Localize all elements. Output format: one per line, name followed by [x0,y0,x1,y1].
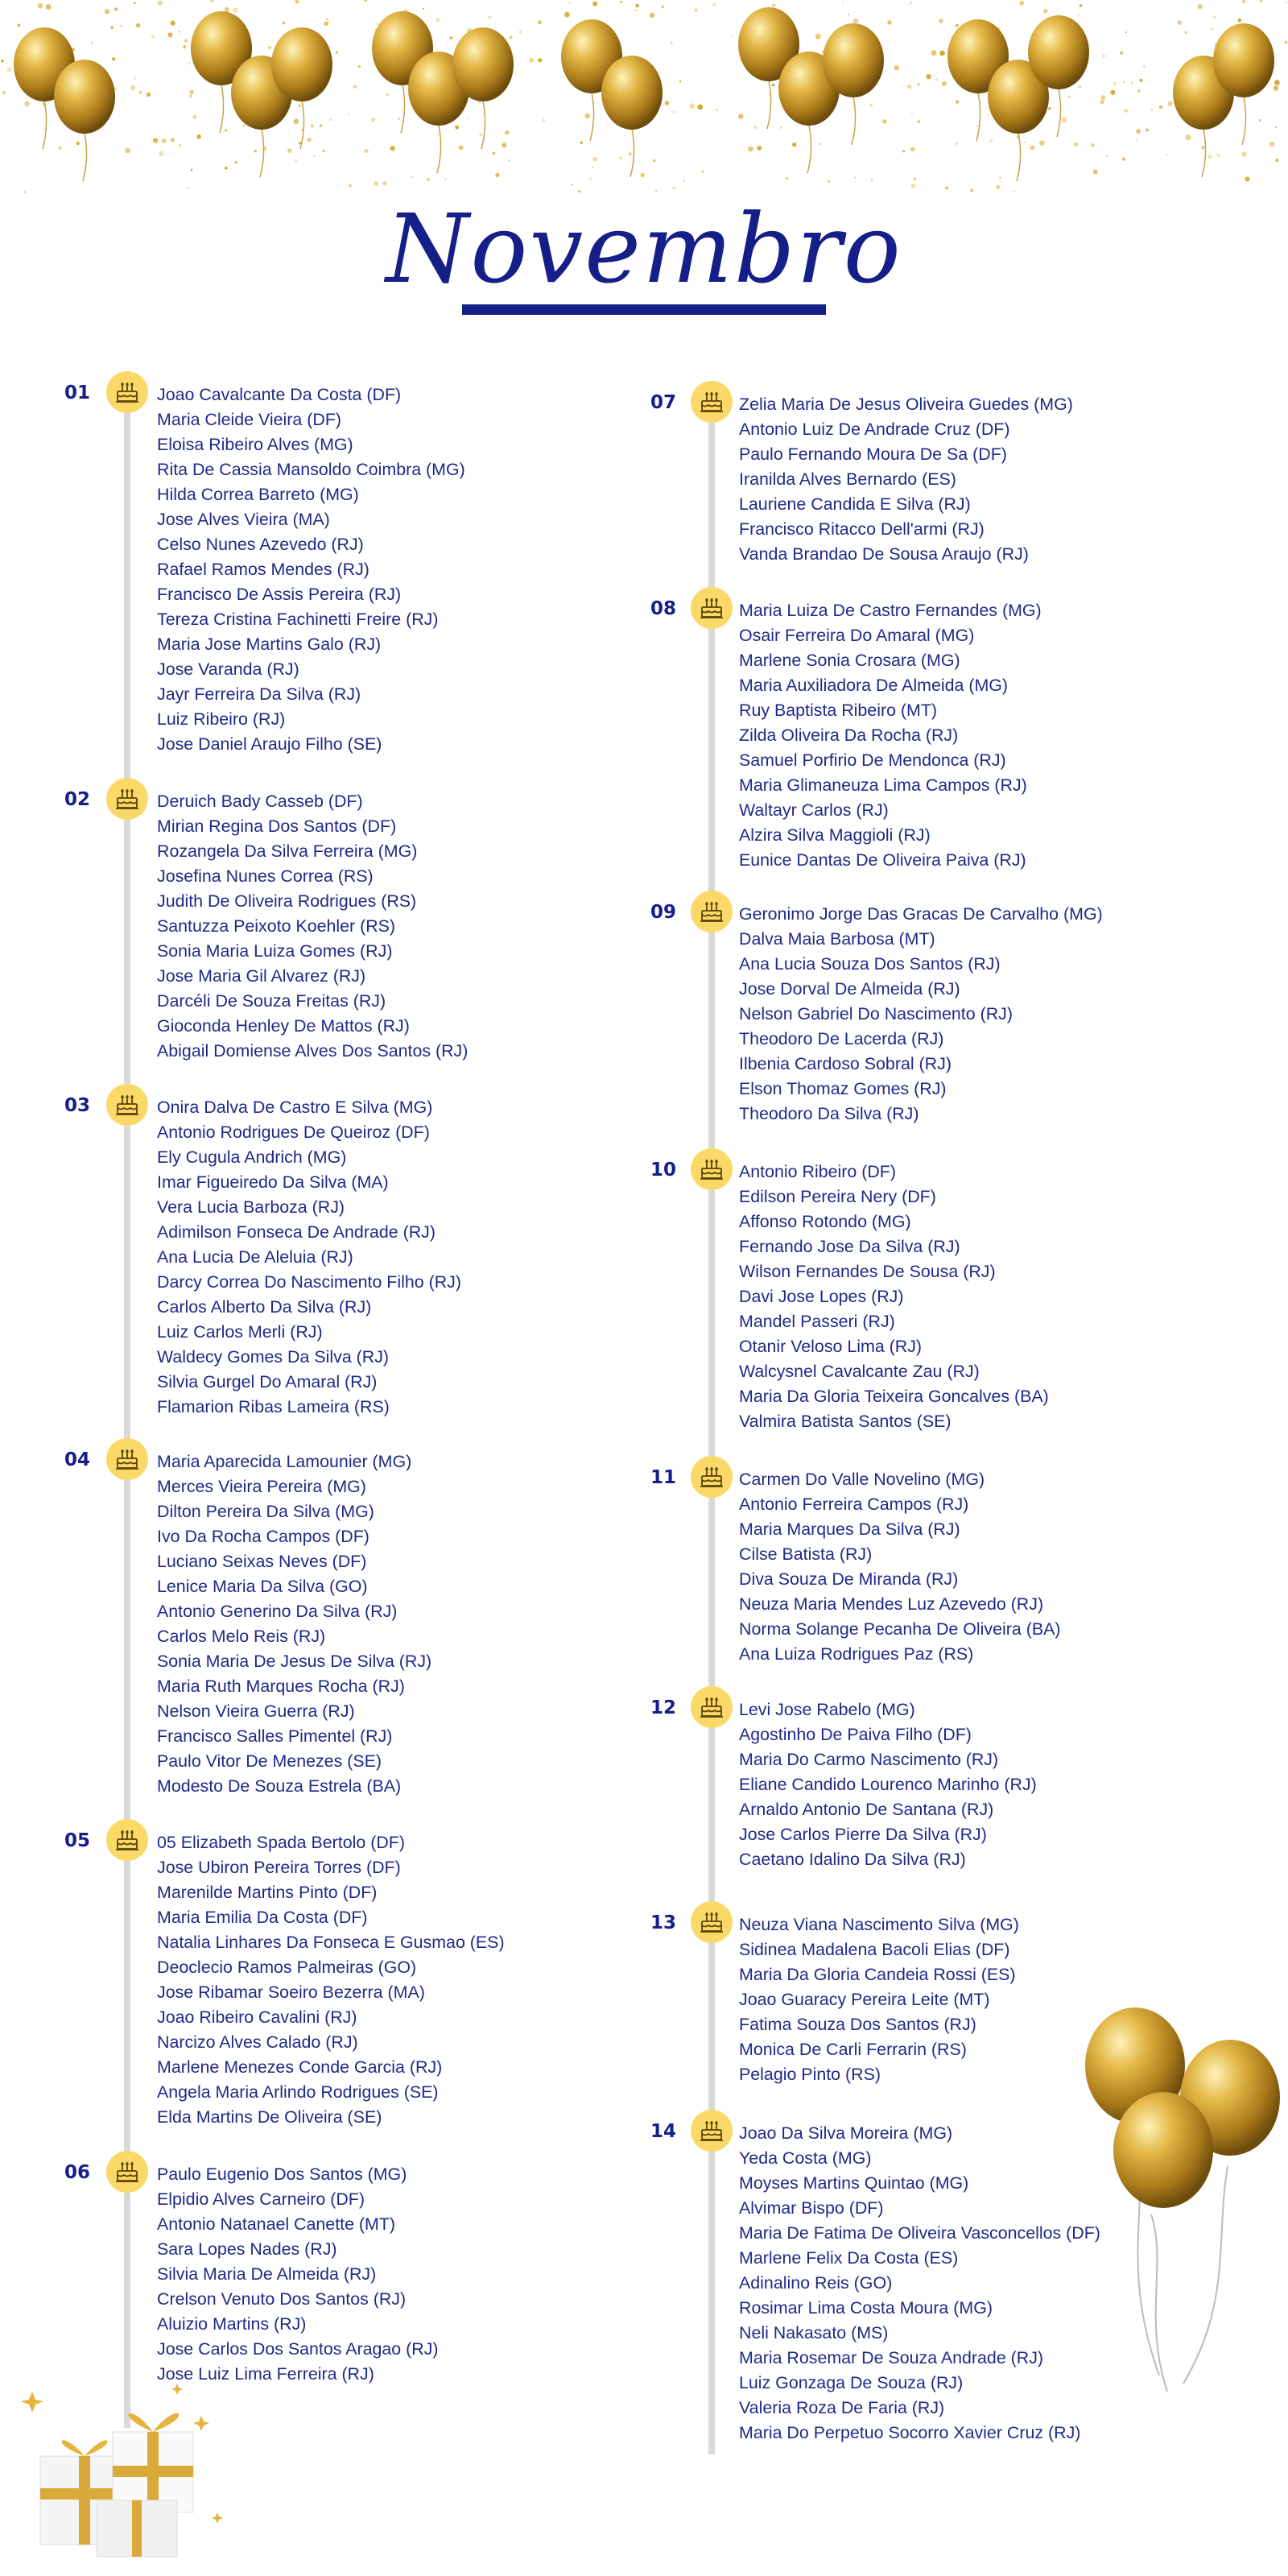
birthday-name: Maria Ruth Marques Rocha (RJ) [157,1677,405,1696]
birthday-name: Francisco Salles Pimentel (RJ) [157,1726,393,1746]
birthday-name: Sonia Maria Luiza Gomes (RJ) [157,941,393,961]
birthday-name: Edilson Pereira Nery (DF) [739,1187,936,1206]
birthday-name: Paulo Fernando Moura De Sa (DF) [739,444,1007,464]
birthday-name: Vanda Brandao De Sousa Araujo (RJ) [739,544,1029,564]
birthday-name: Luciano Seixas Neves (DF) [157,1552,367,1571]
birthday-name: Joao Da Silva Moreira (MG) [739,2123,953,2143]
birthday-name: Natalia Linhares Da Fonseca E Gusmao (ES) [157,1933,505,1952]
birthday-name: Alvimar Bispo (DF) [739,2198,884,2218]
birthday-name: Ilbenia Cardoso Sobral (RJ) [739,1054,952,1073]
timeline-line [124,378,130,2428]
birthday-name-list [739,598,1042,873]
birthday-name: Maria Luiza De Castro Fernandes (MG) [739,601,1042,620]
birthday-name: Jose Varanda (RJ) [157,660,299,679]
day-number: 08 [650,598,677,619]
birthday-name: Walcysnel Cavalcante Zau (RJ) [739,1362,980,1381]
birthday-name: Mirian Regina Dos Santos (DF) [157,817,397,836]
birthday-cake-icon [106,778,148,820]
birthday-name: Silvia Maria De Almeida (RJ) [157,2264,377,2284]
birthday-name-list [157,382,465,757]
birthday-name: Maria Da Gloria Teixeira Goncalves (BA) [739,1387,1049,1406]
birthday-name-list [157,1830,505,2130]
birthday-name: Luiz Ribeiro (RJ) [157,709,286,729]
birthday-name: Elpidio Alves Carneiro (DF) [157,2189,365,2209]
birthday-name: Nelson Gabriel Do Nascimento (RJ) [739,1004,1013,1023]
birthday-name-list [739,902,1103,1127]
birthday-name: Darcéli De Souza Freitas (RJ) [157,991,386,1011]
birthday-cake-icon [106,2151,148,2193]
birthday-name: Adinalino Reis (GO) [739,2273,893,2293]
birthday-name: Maria Do Carmo Nascimento (RJ) [739,1750,999,1769]
birthday-name: Marenilde Martins Pinto (DF) [157,1883,378,1902]
birthday-name: Zelia Maria De Jesus Oliveira Guedes (MG) [739,395,1073,414]
birthday-name: Lenice Maria Da Silva (GO) [157,1577,368,1596]
birthday-name: Cilse Batista (RJ) [739,1544,873,1564]
birthday-name: Joao Guaracy Pereira Leite (MT) [739,1990,990,2009]
birthday-name: Ana Luiza Rodrigues Paz (RS) [739,1644,974,1664]
birthday-name: Marlene Menezes Conde Garcia (RJ) [157,2057,443,2077]
birthday-cake-icon [691,1686,733,1728]
birthday-name: Ana Lucia Souza Dos Santos (RJ) [739,954,1001,974]
birthday-cake-icon [106,1819,148,1861]
birthday-name: Moyses Martins Quintao (MG) [739,2173,969,2193]
birthday-name: Yeda Costa (MG) [739,2148,872,2168]
birthday-name: Alzira Silva Maggioli (RJ) [739,825,931,845]
day-number: 02 [64,789,91,810]
birthday-name: Maria Rosemar De Souza Andrade (RJ) [739,2348,1044,2367]
birthday-cake-icon [106,1084,148,1126]
birthday-name-list [739,392,1073,567]
day-number: 12 [650,1697,677,1718]
birthday-name: Arnaldo Antonio De Santana (RJ) [739,1800,994,1819]
birthday-name: Jose Daniel Araujo Filho (SE) [157,734,382,754]
birthday-name: Samuel Porfirio De Mendonca (RJ) [739,750,1006,770]
birthday-name: Elda Martins De Oliveira (SE) [157,2107,382,2127]
birthday-name: Valeria Roza De Faria (RJ) [739,2398,945,2417]
birthday-name: Jose Dorval De Almeida (RJ) [739,979,960,999]
birthday-name: Maria Aparecida Lamounier (MG) [157,1452,412,1471]
birthday-cake-icon [691,1901,733,1943]
page-title: Novembro [386,193,902,304]
day-number: 13 [650,1912,677,1933]
birthday-name: Geronimo Jorge Das Gracas De Carvalho (MG) [739,904,1103,924]
birthday-name: Neuza Viana Nascimento Silva (MG) [739,1915,1019,1934]
birthday-name: Modesto De Souza Estrela (BA) [157,1776,402,1796]
birthday-name: Celso Nunes Azevedo (RJ) [157,535,364,554]
birthday-name: Ana Lucia De Aleluia (RJ) [157,1247,353,1267]
birthday-name: Jose Ubiron Pereira Torres (DF) [157,1858,401,1877]
birthday-name: Maria Auxiliadora De Almeida (MG) [739,676,1009,695]
birthday-name: Sara Lopes Nades (RJ) [157,2239,337,2259]
birthday-name: Maria Do Perpetuo Socorro Xavier Cruz (RJ) [739,2423,1081,2442]
birthday-name: Maria Marques Da Silva (RJ) [739,1520,960,1539]
birthday-name: Carlos Alberto Da Silva (RJ) [157,1297,372,1317]
birthday-name: Aluizio Martins (RJ) [157,2314,307,2334]
birthday-name: Jayr Ferreira Da Silva (RJ) [157,684,361,704]
day-number: 05 [64,1830,91,1851]
birthday-name: Jose Alves Vieira (MA) [157,510,330,529]
birthday-name: Tereza Cristina Fachinetti Freire (RJ) [157,610,439,629]
birthday-name: 05 Elizabeth Spada Bertolo (DF) [157,1833,405,1852]
birthday-name: Rosimar Lima Costa Moura (MG) [739,2298,993,2318]
birthday-name: Crelson Venuto Dos Santos (RJ) [157,2289,407,2309]
birthday-name: Sonia Maria De Jesus De Silva (RJ) [157,1652,432,1671]
birthday-name: Dilton Pereira Da Silva (MG) [157,1502,374,1521]
birthday-name: Angela Maria Arlindo Rodrigues (SE) [157,2082,439,2102]
day-number: 07 [650,392,677,413]
birthday-name: Ely Cugula Andrich (MG) [157,1147,347,1167]
birthday-name: Santuzza Peixoto Koehler (RS) [157,916,396,936]
birthday-name: Caetano Idalino Da Silva (RJ) [739,1850,966,1869]
birthday-name: Antonio Generino Da Silva (RJ) [157,1602,398,1621]
birthday-name: Imar Figueiredo Da Silva (MA) [157,1172,389,1192]
birthday-name-list [157,2162,439,2387]
birthday-cake-icon [691,381,733,423]
gift-boxes-decoration [16,2367,233,2569]
birthday-name: Rita De Cassia Mansoldo Coimbra (MG) [157,460,465,479]
birthday-name: Adimilson Fonseca De Andrade (RJ) [157,1222,436,1242]
birthday-name-list [739,1912,1019,2087]
birthday-name: Elson Thomaz Gomes (RJ) [739,1079,947,1098]
birthday-name: Mandel Passeri (RJ) [739,1312,895,1331]
birthday-name: Marlene Felix Da Costa (ES) [739,2248,959,2268]
birthday-name: Hilda Correa Barreto (MG) [157,485,359,504]
birthday-name: Maria Cleide Vieira (DF) [157,410,342,429]
birthday-name: Jose Luiz Lima Ferreira (RJ) [157,2364,374,2384]
birthday-name: Francisco Ritacco Dell'armi (RJ) [739,519,985,539]
birthday-name: Marlene Sonia Crosara (MG) [739,651,960,670]
birthday-name: Nelson Vieira Guerra (RJ) [157,1701,355,1721]
birthday-name: Narcizo Alves Calado (RJ) [157,2032,358,2052]
birthday-name: Francisco De Assis Pereira (RJ) [157,585,402,604]
birthday-name: Ruy Baptista Ribeiro (MT) [739,701,938,720]
birthday-name: Valmira Batista Santos (SE) [739,1412,952,1431]
birthday-name: Joao Ribeiro Cavalini (RJ) [157,2007,357,2027]
birthday-name: Antonio Ribeiro (DF) [739,1162,896,1181]
birthday-name: Carlos Melo Reis (RJ) [157,1627,326,1646]
day-number: 11 [650,1467,677,1488]
birthday-name: Jose Carlos Pierre Da Silva (RJ) [739,1825,987,1844]
birthday-name: Maria Emilia Da Costa (DF) [157,1908,368,1927]
birthday-name: Antonio Luiz De Andrade Cruz (DF) [739,420,1010,439]
day-number: 14 [650,2121,677,2142]
birthday-name: Josefina Nunes Correa (RS) [157,866,374,886]
birthday-name: Merces Vieira Pereira (MG) [157,1477,366,1496]
birthday-name: Otanir Veloso Lima (RJ) [739,1337,923,1356]
birthday-name: Theodoro De Lacerda (RJ) [739,1029,944,1048]
birthday-name: Rafael Ramos Mendes (RJ) [157,560,369,579]
birthday-name: Lauriene Candida E Silva (RJ) [739,494,971,514]
birthday-cake-icon [691,891,733,932]
day-number: 04 [64,1449,91,1470]
day-number: 01 [64,382,91,403]
birthday-name: Antonio Natanael Canette (MT) [157,2214,396,2234]
birthday-name-list [739,1160,1049,1434]
birthday-name: Flamarion Ribas Lameira (RS) [157,1397,390,1416]
birthday-name: Jose Maria Gil Alvarez (RJ) [157,966,366,986]
title-underline [462,304,826,315]
day-number: 06 [64,2162,91,2183]
birthday-name-list [157,1095,461,1420]
birthday-cake-icon [691,1148,733,1190]
birthday-name: Gioconda Henley De Mattos (RJ) [157,1016,410,1036]
birthday-name: Maria Jose Martins Galo (RJ) [157,635,382,654]
birthday-name: Deruich Bady Casseb (DF) [157,792,363,811]
birthday-name: Eloisa Ribeiro Alves (MG) [157,435,353,454]
birthday-name: Theodoro Da Silva (RJ) [739,1104,919,1123]
birthday-name: Carmen Do Valle Novelino (MG) [739,1470,985,1489]
birthday-name: Silvia Gurgel Do Amaral (RJ) [157,1372,378,1391]
birthday-name: Monica De Carli Ferrarin (RS) [739,2040,967,2059]
birthday-name: Pelagio Pinto (RS) [739,2065,881,2084]
birthday-name: Rozangela Da Silva Ferreira (MG) [157,841,418,861]
birthday-name: Onira Dalva De Castro E Silva (MG) [157,1098,433,1117]
birthday-name: Neli Nakasato (MS) [739,2323,889,2342]
birthday-name: Levi Jose Rabelo (MG) [739,1700,915,1719]
birthday-name: Eliane Candido Lourenco Marinho (RJ) [739,1775,1037,1794]
birthday-name: Eunice Dantas De Oliveira Paiva (RJ) [739,850,1026,870]
birthday-cake-icon [691,1456,733,1498]
birthday-name: Ivo Da Rocha Campos (DF) [157,1527,369,1546]
birthday-name: Joao Cavalcante Da Costa (DF) [157,385,402,404]
birthday-name: Agostinho De Paiva Filho (DF) [739,1725,972,1744]
birthday-cake-icon [106,1438,148,1480]
birthday-name-list [739,1697,1037,1872]
birthday-name-list [157,1449,431,1799]
birthday-name: Fernando Jose Da Silva (RJ) [739,1237,960,1256]
birthday-cake-icon [691,587,733,629]
birthday-name: Darcy Correa Do Nascimento Filho (RJ) [157,1272,461,1292]
birthday-name: Waltayr Carlos (RJ) [739,800,889,820]
birthday-name: Maria Da Gloria Candeia Rossi (ES) [739,1965,1016,1984]
birthday-name: Wilson Fernandes De Sousa (RJ) [739,1262,996,1281]
birthday-name: Jose Ribamar Soeiro Bezerra (MA) [157,1983,425,2002]
birthday-name: Dalva Maia Barbosa (MT) [739,929,935,949]
birthday-name: Davi Jose Lopes (RJ) [739,1287,904,1306]
birthday-name: Vera Lucia Barboza (RJ) [157,1197,345,1217]
birthday-name: Luiz Gonzaga De Souza (RJ) [739,2373,964,2392]
day-number: 10 [650,1160,677,1180]
birthday-name: Maria De Fatima De Oliveira Vasconcellos (DF) [739,2223,1100,2243]
birthday-name: Abigail Domiense Alves Dos Santos (RJ) [157,1041,469,1061]
birthday-name: Fatima Souza Dos Santos (RJ) [739,2015,976,2034]
birthday-name: Luiz Carlos Merli (RJ) [157,1322,323,1342]
birthday-name: Maria Glimaneuza Lima Campos (RJ) [739,775,1027,795]
birthday-name: Diva Souza De Miranda (RJ) [739,1569,959,1589]
birthday-name-list [739,2121,1100,2446]
birthday-name: Waldecy Gomes Da Silva (RJ) [157,1347,390,1367]
birthday-name-list [157,789,468,1064]
birthday-name-list [739,1467,1060,1667]
birthday-name: Zilda Oliveira Da Rocha (RJ) [739,726,959,745]
birthday-name: Neuza Maria Mendes Luz Azevedo (RJ) [739,1594,1044,1614]
birthday-name: Judith De Oliveira Rodrigues (RS) [157,891,417,911]
birthday-name: Jose Carlos Dos Santos Aragao (RJ) [157,2339,439,2359]
birthday-name: Antonio Rodrigues De Queiroz (DF) [157,1123,430,1142]
birthday-name: Affonso Rotondo (MG) [739,1212,911,1231]
birthday-name: Antonio Ferreira Campos (RJ) [739,1495,969,1514]
birthday-name: Sidinea Madalena Bacoli Elias (DF) [739,1940,1010,1959]
birthday-name: Deoclecio Ramos Palmeiras (GO) [157,1958,417,1977]
gold-balloons-decoration [1071,1997,1288,2400]
birthday-name: Osair Ferreira Do Amaral (MG) [739,626,975,645]
day-number: 09 [650,902,677,923]
birthday-name: Paulo Vitor De Menezes (SE) [157,1751,382,1771]
birthday-cake-icon [106,371,148,413]
birthday-name: Iranilda Alves Bernardo (ES) [739,469,956,489]
day-number: 03 [64,1095,91,1116]
birthday-name: Paulo Eugenio Dos Santos (MG) [157,2165,407,2184]
birthday-name: Norma Solange Pecanha De Oliveira (BA) [739,1619,1061,1639]
balloon-confetti-banner [0,0,1288,201]
birthday-cake-icon [691,2110,733,2152]
